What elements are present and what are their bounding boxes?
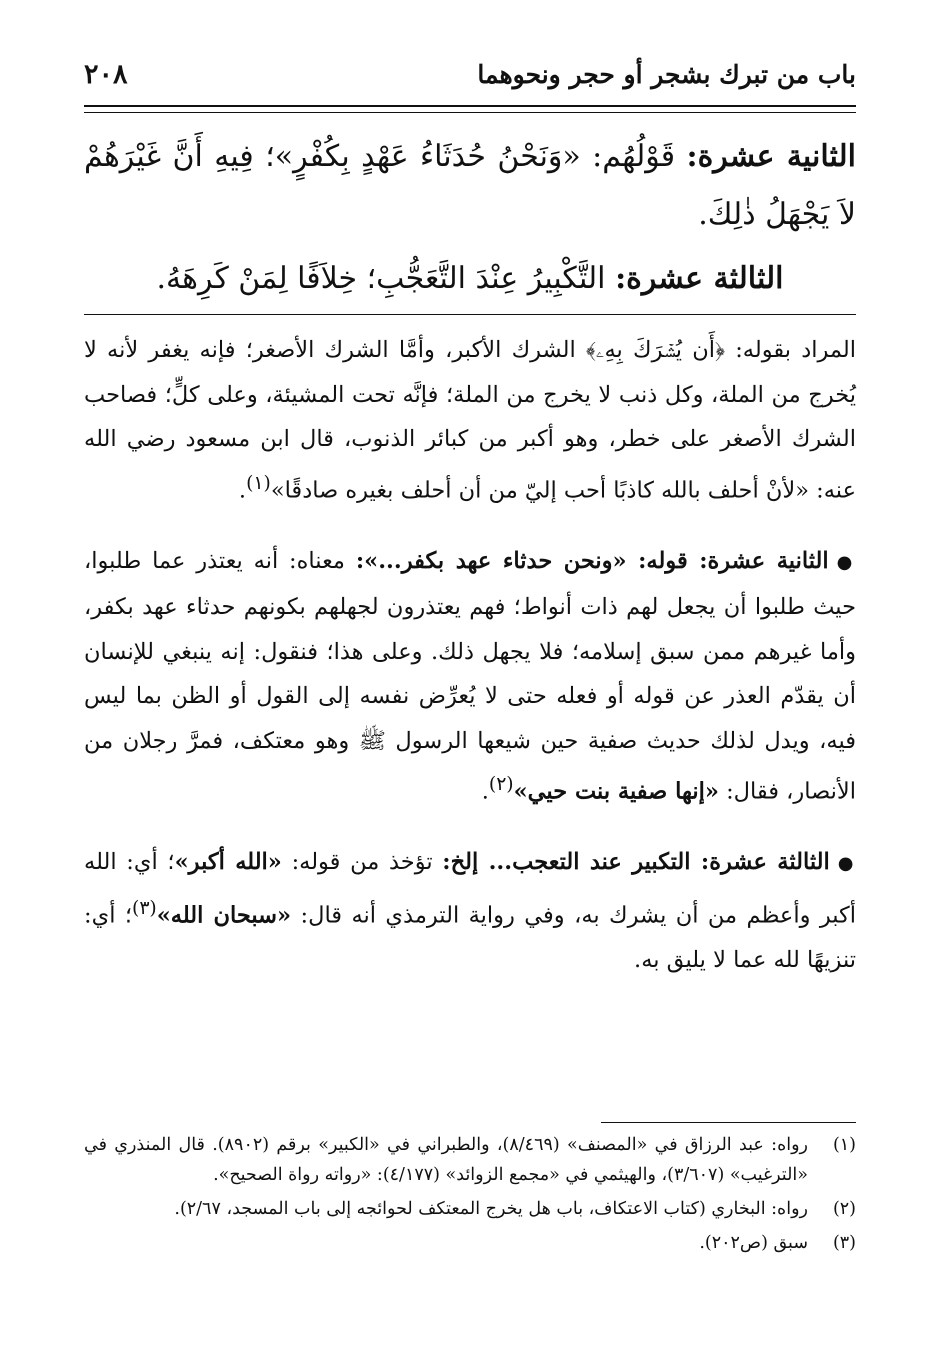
commentary-paragraph	[84, 328, 856, 513]
footnotes	[84, 1130, 856, 1262]
bullet-icon: ●	[837, 853, 856, 874]
running-header	[84, 44, 856, 104]
footnote-ref[interactable]: (٣)	[132, 897, 157, 919]
period: .	[238, 477, 247, 503]
quote: «الله أكبر»	[174, 849, 282, 875]
chapter-title: باب من تبرك بشجر أو حجر ونحوهما	[477, 59, 856, 89]
footnote-number: (٣)	[832, 1233, 856, 1253]
footnote-ref[interactable]: (١)	[246, 472, 271, 494]
matn-item-12	[84, 128, 856, 244]
paragraph-text: ؛ أي: تنزيهًا لله عما لا يليق به.	[84, 902, 856, 973]
footnote-number: (١)	[832, 1135, 856, 1155]
footnote-text: سبق (ص٢٠٢).	[699, 1233, 808, 1253]
footnote-text: رواه: عبد الرزاق في «المصنف» (٨/٤٦٩)، والطبراني في «الكبير» برقم (٨٩٠٢). قال المنذري في «الترغيب» (٣/٦٠٧)، والهيثمي في «مجمع الزوائد» (٤/١٧٧): «رواته رواة الصحيح».	[84, 1135, 809, 1185]
quote: «سبحان الله»	[156, 902, 292, 928]
matn-item-13	[84, 250, 856, 308]
paragraph-label: الثانية عشرة: قوله: «ونحن حدثاء عهد بكفر...»:	[355, 547, 829, 574]
period: .	[481, 778, 489, 805]
bullet-icon: ●	[836, 551, 856, 573]
commentary	[84, 328, 856, 982]
matn-label: الثالثة عشرة:	[615, 261, 784, 296]
footnote-number: (٢)	[832, 1199, 856, 1219]
paragraph-label: الثالثة عشرة: التكبير عند التعجب... إلخ:	[442, 849, 830, 875]
footnote-text: رواه: البخاري (كتاب الاعتكاف، باب هل يخرج المعتكف لحوائجه إلى باب المسجد، ٢/٦٧).	[174, 1199, 808, 1219]
commentary-paragraph	[84, 539, 856, 815]
commentary-paragraph	[84, 840, 856, 982]
page-number: ٢٠٨	[84, 58, 128, 90]
matn-label: الثانية عشرة:	[686, 139, 856, 174]
footnote-ref[interactable]: (٢)	[488, 774, 514, 795]
matn-text: قَوْلُهُم: «وَنَحْنُ حُدَثَاءُ عَهْدٍ بِكُفْرٍ»؛ فِيهِ أَنَّ غَيْرَهُمْ لاَ يَجْهَلُ ذٰلِكَ.	[84, 139, 856, 232]
footnote	[84, 1228, 856, 1258]
header-rule-thin	[84, 112, 856, 113]
header-rule	[84, 105, 856, 107]
paragraph-text: تؤخذ من قوله:	[291, 849, 433, 875]
footnote	[84, 1130, 856, 1190]
footnote-rule	[601, 1122, 856, 1123]
separator-rule	[84, 314, 856, 315]
paragraph-text: ؛ أي: الله أكبر وأعظم من أن يشرك به، وفي رواية الترمذي أنه قال:	[84, 849, 857, 928]
hadith-quote: «إنها صفية بنت حيي»	[513, 778, 719, 805]
footnote	[84, 1194, 856, 1224]
paragraph-text: معناه: أنه يعتذر عما طلبوا، حيث طلبوا أن يجعل لهم ذات أنواط؛ فهم يعتذرون لجهلهم بكونهم حدثاء عهد بكفر، وأما غيرهم ممن سبق إسلامه؛ فلا يجهل ذلك. وعلى هذا؛ فنقول: إنه ينبغي للإنسان أن يقدّم العذر عن قوله أو فعله حتى لا يُعرِّض نفسه إلى القول أو الظن بما ليس فيه، ويدل لذلك حديث صفية حين شيعها الرسول ﷺ وهو معتكف، فمرَّ رجلان من الأنصار، فقال:	[84, 547, 856, 805]
paragraph-text: المراد بقوله: ﴿أَن يُشۡرَكَ بِهِۦ﴾ الشرك الأكبر، وأمَّا الشرك الأصغر؛ فإنه يغفر لأنه لا يُخرج من الملة، وكل ذنب لا يخرج من الملة؛ فإنَّه تحت المشيئة، وعلى كلٍّ؛ فصاحب الشرك الأصغر على خطر، وهو أكبر من كبائر الذنوب، قال ابن مسعود رضي الله عنه: «لأنْ أحلف بالله كاذبًا أحب إليّ من أن أحلف بغيره صادقًا»	[84, 337, 856, 503]
matn-text: التَّكْبِيرُ عِنْدَ التَّعَجُّبِ؛ خِلاَفًا لِمَنْ كَرِهَهُ.	[156, 261, 606, 296]
main-text	[84, 128, 856, 314]
